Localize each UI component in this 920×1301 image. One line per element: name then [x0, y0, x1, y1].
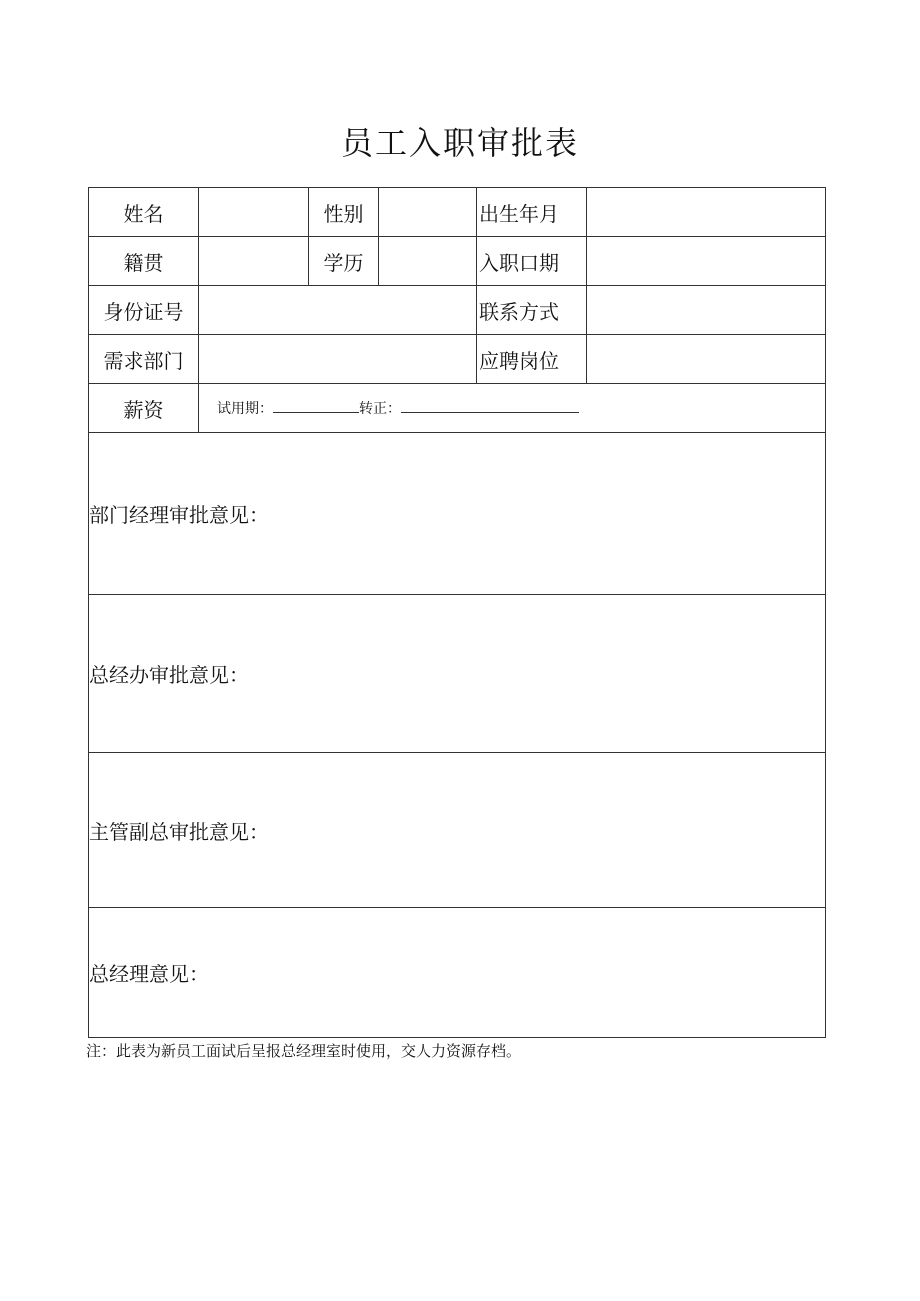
form-row-2: [89, 237, 826, 286]
department-label: 需求部门: [89, 335, 199, 384]
form-row-5: [89, 384, 826, 433]
general-office-section: [89, 595, 826, 753]
entry-date-field[interactable]: [587, 237, 826, 286]
dept-manager-opinion-label: 部门经理审批意见：: [89, 503, 269, 527]
deputy-gm-opinion[interactable]: [89, 753, 826, 908]
salary-field: [199, 384, 826, 433]
approval-form-table: [88, 187, 826, 1038]
deputy-gm-opinion-label: 主管副总审批意见：: [89, 819, 269, 844]
probation-label: 试用期：: [217, 401, 273, 417]
name-label: 姓名: [89, 188, 199, 237]
birth-label: 出生年月: [477, 188, 587, 237]
regular-blank[interactable]: [401, 398, 579, 413]
gm-opinion[interactable]: [89, 908, 826, 1038]
position-field[interactable]: [587, 335, 826, 384]
gm-opinion-label: 总经理意见：: [89, 962, 209, 986]
gender-field[interactable]: [379, 188, 477, 237]
position-label: 应聘岗位: [477, 335, 587, 384]
general-office-opinion[interactable]: [89, 595, 826, 753]
birth-field[interactable]: [587, 188, 826, 237]
dept-manager-section: [89, 433, 826, 595]
form-row-3: [89, 286, 826, 335]
education-label: 学历: [309, 237, 379, 286]
education-field[interactable]: [379, 237, 477, 286]
deputy-gm-section: [89, 753, 826, 908]
footnote: 注：此表为新员工面试后呈报总经理室时使用，交人力资源存档。: [86, 1042, 522, 1060]
probation-blank[interactable]: [273, 398, 359, 413]
contact-label: 联系方式: [477, 286, 587, 335]
gender-label: 性别: [309, 188, 379, 237]
department-field[interactable]: [199, 335, 477, 384]
native-place-field[interactable]: [199, 237, 309, 286]
form-title: 员工入职审批表: [340, 124, 579, 162]
dept-manager-opinion[interactable]: [89, 433, 826, 595]
name-field[interactable]: [199, 188, 309, 237]
form-row-4: [89, 335, 826, 384]
native-place-label: 籍贯: [89, 237, 199, 286]
entry-date-label: 入职口期: [477, 237, 587, 286]
form-row-1: [89, 188, 826, 237]
id-number-field[interactable]: [199, 286, 477, 335]
regular-label: 转正：: [359, 401, 401, 417]
contact-field[interactable]: [587, 286, 826, 335]
general-office-opinion-label: 总经办审批意见：: [89, 663, 249, 687]
gm-section: [89, 908, 826, 1038]
salary-label: 薪资: [89, 384, 199, 433]
id-number-label: 身份证号: [89, 286, 199, 335]
